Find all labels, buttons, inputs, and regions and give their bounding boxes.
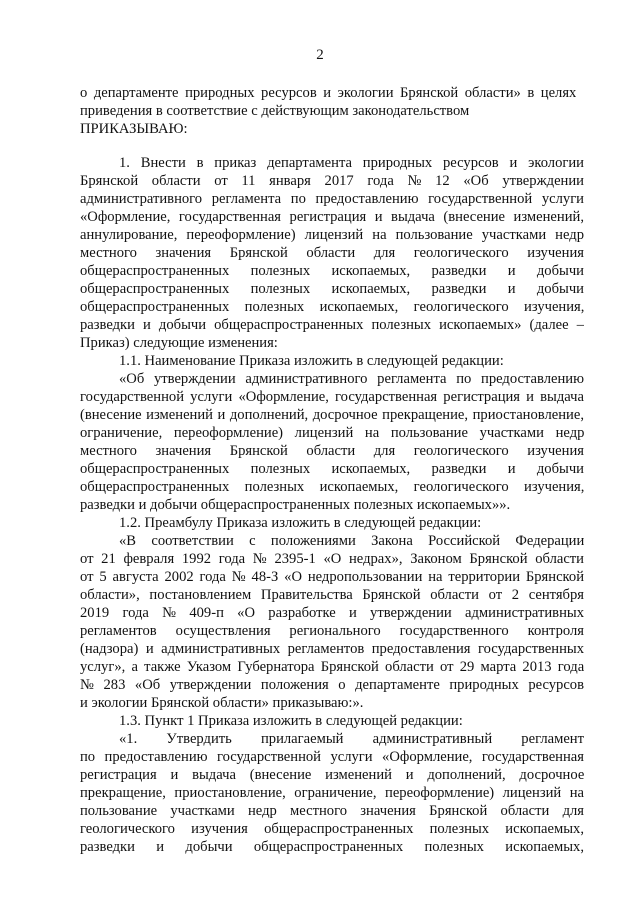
- subsection-1-2: 1.2. Преамбулу Приказа изложить в следующей редакции:: [119, 515, 482, 531]
- text-line: Приказ) следующие изменения:: [80, 335, 278, 351]
- text-line: и экологии Брянской области» приказываю:».: [80, 695, 364, 711]
- text-line: разведки и добычи общераспространенных полезных ископаемых,: [80, 839, 584, 855]
- text-line: общераспространенных полезных ископаемых, разведки и добычи: [80, 461, 584, 477]
- subsection-1-1: 1.1. Наименование Приказа изложить в следующей редакции:: [119, 353, 504, 369]
- text-line: регламентов осуществления регионального государственного контроля: [80, 623, 584, 639]
- text-line: от 21 февраля 1992 года № 2395-1 «О недрах», Законом Брянской области: [80, 551, 584, 567]
- text-line: административного регламента по предоставлению государственной услуги: [80, 191, 584, 207]
- text-line: местного значения Брянской области для геологического изучения: [80, 245, 584, 261]
- subsection-1-3: 1.3. Пункт 1 Приказа изложить в следующей редакции:: [119, 713, 463, 729]
- text-line: «В соответствии с положениями Закона Российской Федерации: [119, 533, 584, 549]
- text-line: общераспространенных полезных ископаемых, разведки и добычи: [80, 263, 584, 279]
- page-number: 2: [316, 47, 324, 63]
- text-line: общераспространенных полезных ископаемых, геологического изучения,: [80, 299, 584, 315]
- text-line: по предоставлению государственной услуги «Оформление, государственная: [80, 749, 584, 765]
- text-line: регистрация и выдача (внесение изменений и дополнений, досрочное: [80, 767, 584, 783]
- text-line: Брянской области от 11 января 2017 года № 12 «Об утверждении: [80, 173, 584, 189]
- text-line: общераспространенных полезных ископаемых, разведки и добычи: [80, 281, 584, 297]
- text-line: № 283 «Об утверждении положения о департаменте природных ресурсов: [80, 677, 584, 693]
- text-line: пользование участками недр местного значения Брянской области для: [80, 803, 584, 819]
- text-line: государственной услуги «Оформление, государственная регистрация и выдача: [80, 389, 584, 405]
- text-line: приведения в соответствие с действующим законодательством: [80, 103, 470, 119]
- text-line: общераспространенных полезных ископаемых, геологического изучения,: [80, 479, 584, 495]
- text-line: о департаменте природных ресурсов и экологии Брянской области» в целях: [80, 85, 576, 101]
- text-line: ограничение, переоформление) лицензий на пользование участками недр: [80, 425, 584, 441]
- text-line: «1. Утвердить прилагаемый административный регламент: [119, 731, 584, 747]
- text-line: «Оформление, государственная регистрация и выдача (внесение изменений,: [80, 209, 584, 225]
- text-line: услуг», а также Указом Губернатора Брянской области от 29 марта 2013 года: [80, 659, 584, 675]
- text-line: аннулирование, переоформление) лицензий на пользование участками недр: [80, 227, 584, 243]
- text-line: разведки и добычи общераспространенных полезных ископаемых» (далее –: [80, 317, 584, 333]
- text-line: от 5 августа 2002 года № 48-З «О недропользовании на территории Брянской: [80, 569, 584, 585]
- text-line: 1. Внести в приказ департамента природных ресурсов и экологии: [119, 155, 584, 171]
- text-line: области», постановлением Правительства Брянской области от 2 сентября: [80, 587, 584, 603]
- text-line: прекращение, приостановление, ограничение, переоформление) лицензий на: [80, 785, 584, 801]
- text-line: 2019 года № 409-п «О разработке и утверждении административных: [80, 605, 584, 621]
- text-line: геологического изучения общераспространенных полезных ископаемых,: [80, 821, 584, 837]
- text-line: (надзора) и административных регламентов предоставления государственных: [80, 641, 584, 657]
- text-line: «Об утверждении административного регламента по предоставлению: [119, 371, 584, 387]
- text-line: местного значения Брянской области для геологического изучения: [80, 443, 584, 459]
- text-line: разведки и добычи общераспространенных полезных ископаемых»».: [80, 497, 511, 513]
- text-line: (внесение изменений и дополнений, досрочное прекращение, приостановление,: [80, 407, 584, 423]
- heading-prikazyvayu: ПРИКАЗЫВАЮ:: [80, 121, 188, 137]
